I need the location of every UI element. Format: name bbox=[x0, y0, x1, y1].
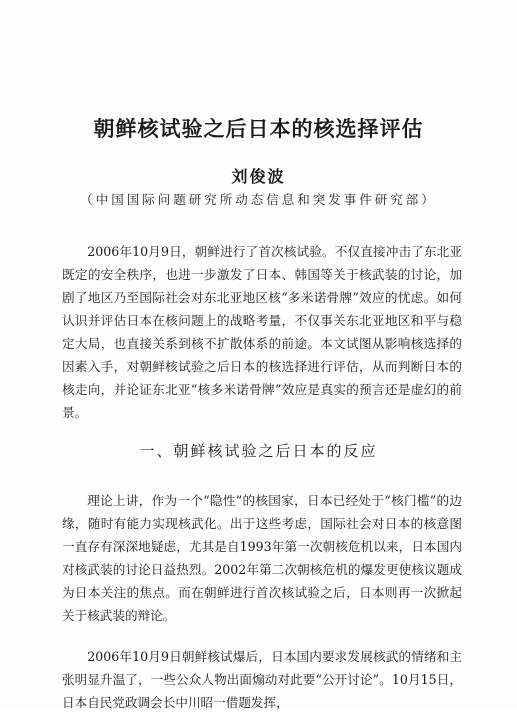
body-paragraph-2: 2006年10月9日朝鲜核试爆后，日本国内要求发展核武的情绪和主张明显升温了，一些公众人物出面煽动对此要“公开讨论”。10月15日，日本自民党政调会长中川昭一借题发挥， bbox=[62, 649, 462, 710]
abstract-paragraph: 2006年10月9日，朝鲜进行了首次核试验。不仅直接冲击了东北亚既定的安全秩序，也进一步激发了日本、韩国等关于核武装的讨论，加剧了地区乃至国际社会对东北亚地区核“多米诺骨牌”效应的忧虑。如何认识并评估日本在核问题上的战略考量，不仅事关东北亚地区和平与稳定大局，也直接关系到核不扩散体系的前途。本文试图从影响核选择的因素入手，对朝鲜核试验之后日本的核选择进行评估，从而判断日本的核走向，并论证东北亚“核多米诺骨牌”效应是真实的预言还是虚幻的前景。 bbox=[62, 244, 462, 420]
article-title: 朝鲜核试验之后日本的核选择评估 bbox=[93, 116, 424, 141]
author-affiliation: （中国国际问题研究所动态信息和突发事件研究部） bbox=[80, 192, 437, 207]
body-paragraph-1: 理论上讲，作为一个“隐性”的核国家，日本已经处于“核门槛”的边缘，随时有能力实现核武化。出于这些考虑，国际社会对日本的核意图一直存有深深地疑虑，尤其是自1993年第一次朝核危机以来，日本国内对核武装的讨论日益热烈。2002年第二次朝核危机的爆发更使核议题成为日本关注的焦点。而在朝鲜进行首次核试验之后，日本则再一次掀起关于核武装的辩论。 bbox=[62, 493, 462, 623]
section-heading: 一、朝鲜核试验之后日本的反应 bbox=[139, 442, 378, 460]
article-author: 刘俊波 bbox=[231, 167, 286, 186]
